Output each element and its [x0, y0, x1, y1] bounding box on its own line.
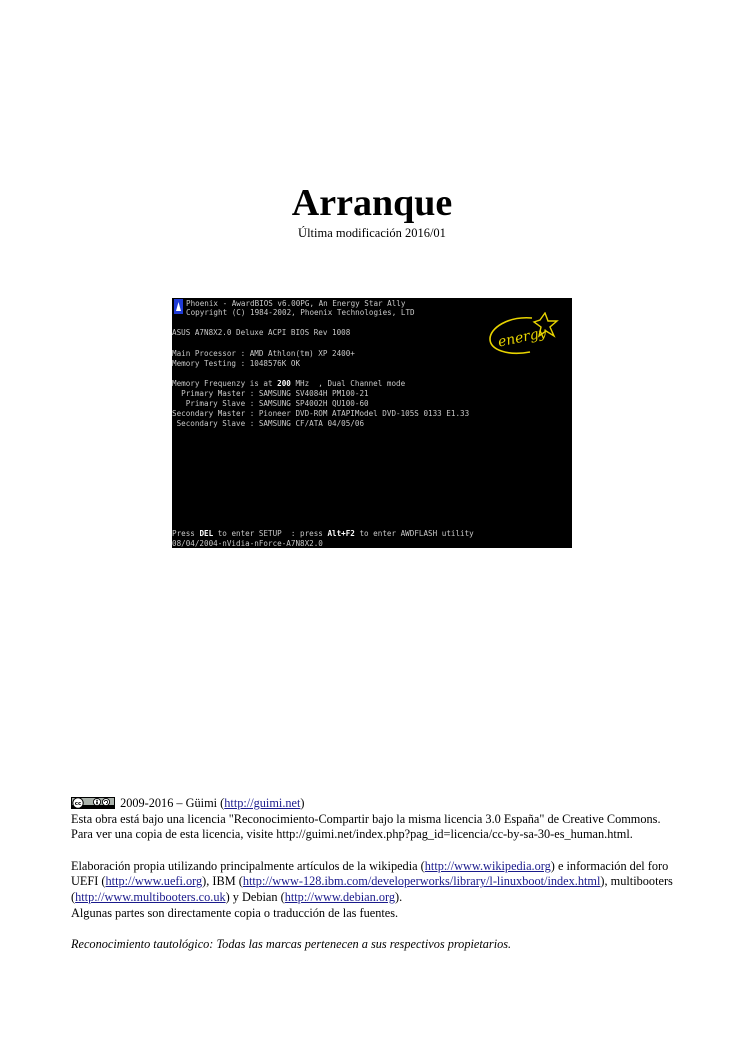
bios-highlight: 200 — [277, 379, 291, 388]
creative-commons-by-sa-icon[interactable] — [71, 797, 115, 809]
bios-line: Main Processor : AMD Athlon(tm) XP 2400+ — [172, 349, 355, 358]
bios-line: Secondary Master : Pioneer DVD-ROM ATAPIModel DVD-105S 0133 E1.33 — [172, 409, 470, 418]
bios-line: Secondary Slave : SAMSUNG CF/ATA 04/05/06 — [172, 419, 365, 428]
wikipedia-link[interactable]: http://www.wikipedia.org — [424, 858, 551, 873]
uefi-link[interactable]: http://www.uefi.org — [105, 874, 203, 889]
bios-text: to enter SETUP : press — [213, 529, 328, 538]
bios-line: Primary Slave : SAMSUNG SP4002H QU100-60 — [172, 399, 369, 408]
debian-link[interactable]: http://www.debian.org — [284, 889, 396, 904]
bios-line: Copyright (C) 1984-2002, Phoenix Technologies, LTD — [186, 308, 415, 317]
bios-highlight: DEL — [199, 529, 214, 538]
credits-text: ). — [395, 889, 403, 904]
bios-text: MHz , Dual Channel mode — [290, 379, 406, 388]
license-line — [71, 796, 691, 812]
license-text: Esta obra está bajo una licencia "Reconocimiento-Compartir bajo la misma licencia 3.0 España" de Creative Commons. — [71, 811, 661, 826]
footer — [71, 796, 691, 953]
bios-text: Memory Frequenzy is at — [172, 379, 278, 388]
credits-text: Algunas partes son directamente copia o traducción de las fuentes. — [71, 905, 399, 920]
credits-paragraph — [71, 859, 691, 921]
credits-text: ) y Debian ( — [225, 889, 285, 904]
credits-text: ( — [71, 889, 76, 904]
bios-highlight: Alt+F2 — [327, 529, 355, 538]
bios-text: to enter AWDFLASH utility — [354, 529, 474, 538]
credits-text: UEFI ( — [71, 874, 106, 889]
bios-line: ASUS A7N8X2.0 Deluxe ACPI BIOS Rev 1008 — [172, 328, 351, 337]
bios-line: Memory Testing : 1048576K OK — [172, 359, 301, 368]
credits-text: ), multibooters — [600, 874, 673, 889]
svg-text:cc: cc — [74, 801, 82, 807]
page-title: Arranque — [291, 182, 453, 224]
bios-line — [172, 379, 405, 388]
trademark-disclaimer: Reconocimiento tautológico: Todas las marcas pertenecen a sus respectivos propietarios. — [71, 937, 512, 952]
guimi-link[interactable]: http://guimi.net — [224, 796, 301, 810]
credits-text: Elaboración propia utilizando principalmente artículos de la wikipedia ( — [71, 858, 425, 873]
energy-star-logo-icon — [486, 312, 570, 358]
credits-text: ), IBM ( — [202, 874, 243, 889]
svg-text:energy: energy — [496, 324, 548, 351]
credits-text: ) e información del foro — [550, 858, 669, 873]
page-subtitle: Última modificación 2016/01 — [298, 226, 446, 240]
bios-line: Phoenix - AwardBIOS v6.00PG, An Energy Star Ally — [186, 299, 406, 308]
multibooters-link[interactable]: http://www.multibooters.co.uk — [75, 889, 226, 904]
bios-text: Press — [172, 529, 200, 538]
ibm-link[interactable]: http://www-128.ibm.com/developerworks/library/l-linuxboot/index.html — [242, 874, 601, 889]
bios-screenshot — [172, 298, 572, 548]
bios-line: Primary Master : SAMSUNG SV4084H PM100-21 — [172, 389, 369, 398]
bios-line — [172, 529, 474, 538]
license-years: 2009-2016 – Güimi ( — [117, 796, 225, 810]
bios-line: 08/04/2004-nVidia-nForce-A7N8X2.0 — [172, 539, 323, 548]
license-close: ) — [300, 796, 305, 810]
license-url-text: Para ver una copia de esta licencia, visite http://guimi.net/index.php?pag_id=licencia/cc-by-sa-30-es_human.html. — [71, 827, 633, 842]
